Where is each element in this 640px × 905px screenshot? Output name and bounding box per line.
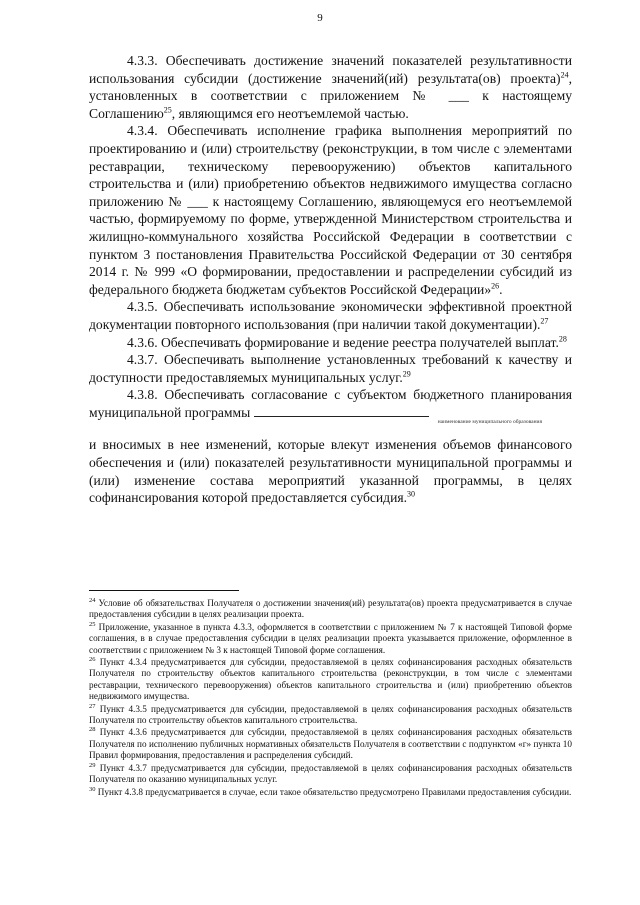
footnote-ref-28: 28 — [558, 333, 567, 343]
footnote-ref-26: 26 — [491, 281, 500, 291]
footnote-26: $^{26}$ Пункт 4.3.4 предусматривается для субсидии, предоставляемой в целях софинансирования расходных обязательств Получателя по строительству объектов капитального строительства (реконструкции, в том числе с элементами реставрации, технического перевооружения) объектов капитального строительства и (или) приобретению объектов недвижимого имущества. — [89, 655, 572, 702]
footnote-ref-30: 30 — [407, 489, 416, 499]
paragraph-4-3-8: 4.3.8. Обеспечивать согласование с субъектом бюджетного планирования муниципальной программы — [89, 387, 572, 420]
paragraph-4-3-3: 4.3.3. Обеспечивать достижение значений показателей результативности использования субсидии (достижение значений(ий) результата(ов) проекта)$^{24}$, установленных в соответствии с приложением № ___ к настоящему Соглашению$^{25}$, являющимся его неотъемлемой частью. — [89, 53, 572, 121]
paragraph-4-3-6: 4.3.6. Обеспечивать формирование и ведение реестра получателей выплат.$^{28}$ — [127, 333, 567, 350]
fill-line-caption: наименование муниципального образования — [437, 419, 542, 426]
footnote-30: $^{30}$ Пункт 4.3.8 предусматривается в случае, если такое обязательство предусмотрено Правилами предоставления субсидии. — [89, 785, 572, 797]
municipality-fill-line — [254, 404, 429, 417]
paragraph-4-3-4: 4.3.4. Обеспечивать исполнение графика выполнения мероприятий по проектированию и (или) строительству (реконструкции, в том числе с элементами реставрации, техническому перевооружению) объектов капитального строительства и (или) приобретению объектов недвижимого имущества согласно приложению № ___ к настоящему Соглашению, являющемуся его неотъемлемой частью, формируемому по форме, утвержденной Министерством строительства и жилищно-коммунального хозяйства Российской Федерации в соответствии с пунктом 3 постановления Правительства Российской Федерации от 30 сентября 2014 г. № 999 «О формировании, предоставлении и распределении субсидий из федерального бюджета бюджетам субъектов Российской Федерации»$^{26}$. — [89, 123, 572, 297]
footnote-ref-25: 25 — [163, 105, 172, 115]
footnote-28: $^{28}$ Пункт 4.3.6 предусматривается для субсидии, предоставляемой в целях софинансирования расходных обязательств Получателя по исполнению публичных нормативных обязательств Получателя в соответствии с подпунктом «г» пункта 10 Правил формирования, предоставления и распределения субсидий. — [89, 726, 572, 761]
footnotes — [89, 598, 572, 799]
footnote-ref-24: 24 — [560, 70, 569, 80]
footnote-29: $^{29}$ Пункт 4.3.7 предусматривается для субсидии, предоставляемой в целях софинансирования расходных обязательств Получателя по оказанию муниципальных услуг. — [89, 761, 572, 785]
footnote-24: $^{24}$ Условие об обязательствах Получателя о достижении значения(ий) результата(ов) проекта предусматривается в случае предоставления субсидии в целях реализации проекта. — [89, 596, 572, 620]
footnote-27: $^{27}$ Пункт 4.3.5 предусматривается для субсидии, предоставляемой в целях софинансирования расходных обязательств Получателя по строительству объектов капитального строительства. — [89, 702, 572, 726]
footnote-separator — [89, 590, 239, 591]
document-body — [89, 52, 572, 507]
footnote-ref-29: 29 — [402, 369, 411, 379]
paragraph-4-3-7: 4.3.7. Обеспечивать выполнение установленных требований к качеству и доступности предоставляемых муниципальных услуг.$^{29}$ — [89, 352, 572, 385]
footnote-25: $^{25}$ Приложение, указанное в пункта 4.3.3, оформляется в соответствии с приложением № 7 к настоящей Типовой форме соглашения, в в случае предоставления субсидии в целях реализации проекта указывается приложение, оформленное в соответствии с приложением № 3 к настоящей Типовой форме соглашения. — [89, 620, 573, 655]
footnote-ref-27: 27 — [540, 316, 549, 326]
paragraph-continuation: и вносимых в нее изменений, которые влекут изменения объемов финансового обеспечения и (или) показателей результативности муниципальной программы и (или) изменение состава мероприятий указанной программы, в целях софинансирования которой предоставляется субсидия.$^{30}$ — [89, 437, 572, 506]
paragraph-4-3-5: 4.3.5. Обеспечивать использование экономически эффективной проектной документации повторного использования (при наличии такой документации).$^{27}$ — [89, 299, 572, 332]
page-number: 9 — [317, 12, 323, 24]
